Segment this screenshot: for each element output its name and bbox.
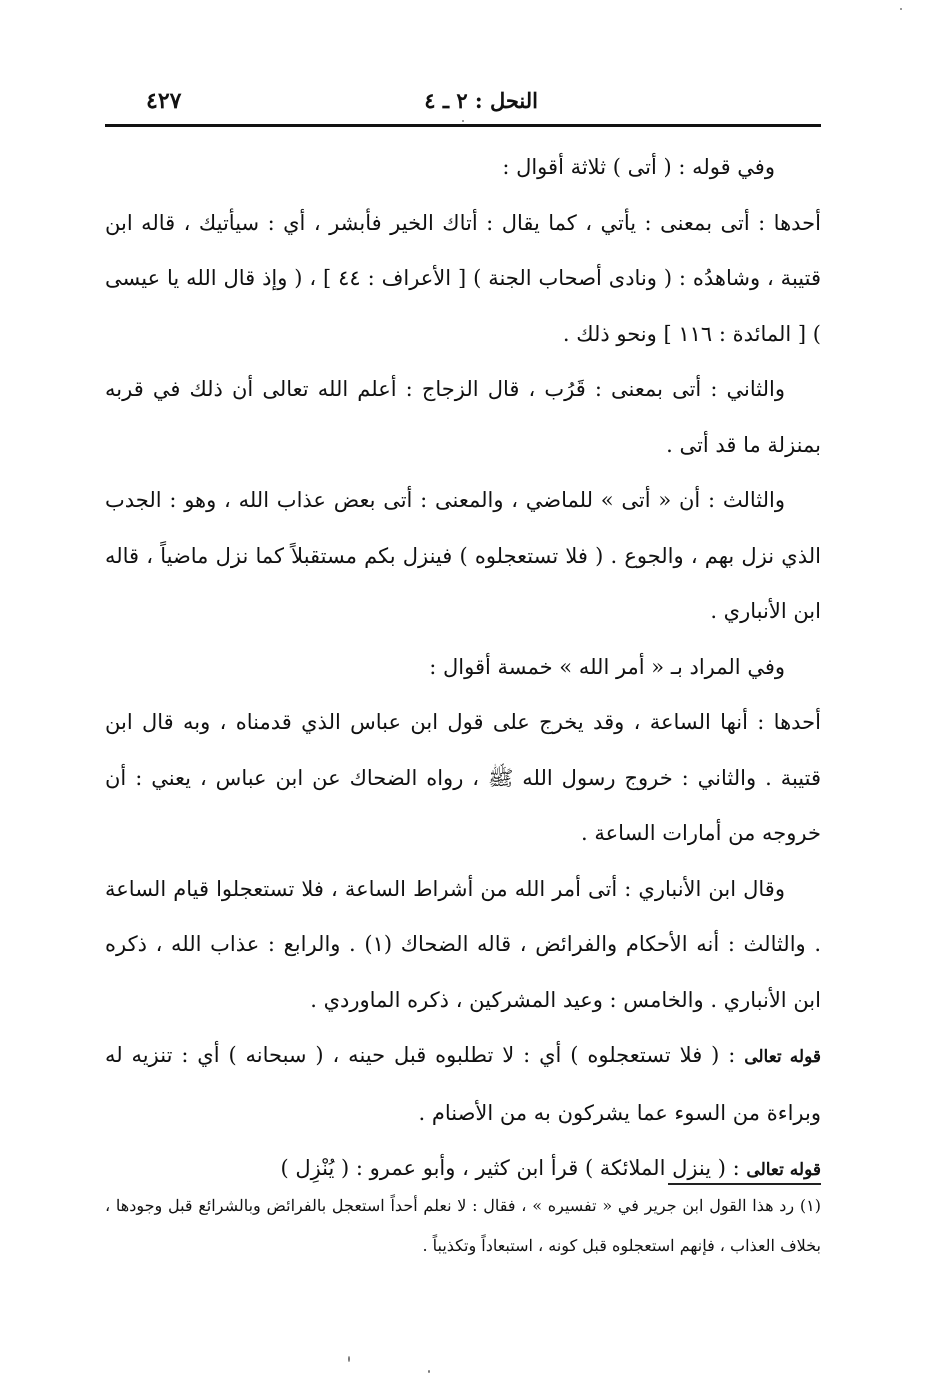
paragraph (105, 362, 821, 473)
paragraph (105, 140, 821, 196)
paragraph (105, 640, 821, 696)
paragraph-text: أحدها : أنها الساعة ، وقد يخرج على قول ابن عباس الذي قدمناه ، وبه قال ابن قتيبة . والثاني : خروج رسول الله ﷺ ، رواه الضحاك عن ابن عباس ، يعني : أن خروجه من أمارات الساعة . (105, 710, 821, 845)
paragraph-text: وقال ابن الأنباري : أتى أمر الله من أشراط الساعة ، فلا تستعجلوا قيام الساعة . والثالث : أنه الأحكام والفرائض ، قاله الضحاك (١) . والرابع : عذاب الله ، ذكره ابن الأنباري . والخامس : وعيد المشركين ، ذكره الماوردي . (105, 876, 821, 1012)
paragraph (105, 196, 821, 363)
footnote-paragraph (105, 1186, 821, 1266)
scan-speck (348, 1356, 350, 1362)
paragraph (105, 1028, 821, 1141)
paragraph-text: والثاني : أتى بمعنى : قَرُب ، قال الزجاج : أعلم الله تعالى أن ذلك في قربه بمنزلة ما قد أتى . (105, 377, 821, 457)
running-header (108, 78, 818, 118)
header-rule (105, 124, 821, 127)
scan-speck (900, 8, 902, 10)
footnote-text: رد هذا القول ابن جرير في « تفسيره » ، فقال : لا نعلم أحداً استعجل بالفرائض وبالشرائع قبل وجودها ، بخلاف العذاب ، فإنهم استعجلوه قبل كونه ، استبعاداً وتكذيباً . (105, 1196, 821, 1255)
paragraph-text: أحدها : أتى بمعنى : يأتي ، كما يقال : أتاك الخير فأبشر ، أي : سيأتيك ، قاله ابن قتيبة ، وشاهدُه : ( ونادى أصحاب الجنة ) [ الأعراف : ٤٤ ] ، ( وإذ قال الله يا عيسى ) [ المائدة : ١١٦ ] ونحو ذلك . (105, 210, 821, 346)
paragraph (105, 862, 821, 1029)
scan-speck (428, 1370, 430, 1373)
paragraph-text: : ( ينزل الملائكة ) قرأ ابن كثير ، وأبو عمرو : ( يُنْزِل ) (280, 1156, 747, 1180)
footnote (105, 1186, 821, 1266)
paragraph-text: وفي المراد بـ « أمر الله » خمسة أقوال : (429, 654, 785, 679)
main-text (105, 140, 821, 1199)
paragraph-text: وفي قوله : ( أتى ) ثلاثة أقوال : (502, 155, 775, 179)
page-number: ٤٢٧ (146, 88, 182, 114)
footnote-rule (668, 1183, 821, 1185)
header-title: النحل : ٢ ـ ٤ (424, 88, 538, 113)
paragraph-lead: قوله تعالى (744, 1047, 821, 1067)
scan-speck (462, 120, 464, 122)
paragraph (105, 473, 821, 640)
paragraph-text: والثالث : أن « أتى » للماضي ، والمعنى : أتى بعض عذاب الله ، وهو : الجدب الذي نزل بهم ، والجوع . ( فلا تستعجلوه ) فينزل بكم مستقبلاً كما نزل ماضياً ، قاله ابن الأنباري . (105, 488, 821, 623)
footnote-number: (١) (799, 1196, 821, 1215)
paragraph (105, 695, 821, 862)
paragraph-text: : ( فلا تستعجلوه ) أي : لا تطلبوه قبل حينه ، ( سبحانه ) أي : تنزيه له وبراءة من السوء عما يشركون به من الأصنام . (105, 1043, 821, 1125)
paragraph-lead: قوله تعالى (746, 1160, 821, 1180)
